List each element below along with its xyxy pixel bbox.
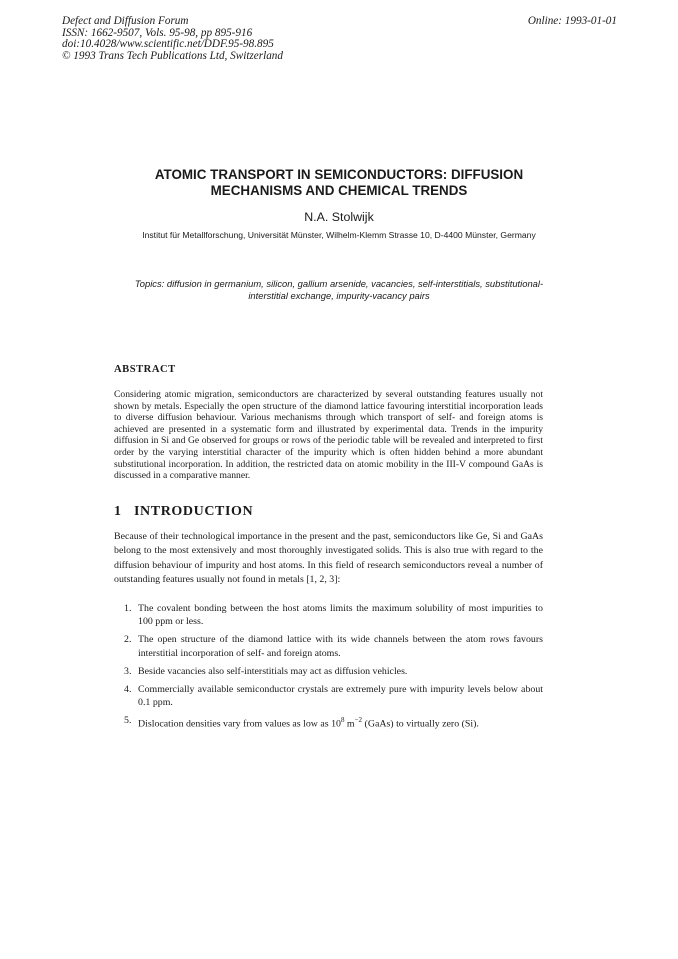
list-item (114, 683, 543, 710)
online-date: Online: 1993-01-01 (527, 15, 617, 27)
list-item-number: 4. (124, 683, 132, 695)
journal-header (62, 16, 283, 62)
abstract-heading: ABSTRACT (114, 364, 176, 375)
unit-exponent: −2 (354, 716, 363, 725)
list-item-text-end: (GaAs) to virtually zero (Si). (362, 718, 479, 730)
author-affiliation: Institut für Metallforschung, Universität Münster, Wilhelm-Klemm Strasse 10, D-4400 Münster, Germany (142, 230, 536, 240)
list-item-text-start: Dislocation densities vary from values as low as 10 (138, 718, 341, 730)
list-item-text: Beside vacancies also self-interstitials may act as diffusion vehicles. (138, 665, 408, 677)
section-number: 1 (114, 504, 122, 519)
list-item-text: Commercially available semiconductor crystals are extremely pure with impurity levels below about 0.1 ppm. (138, 683, 543, 709)
paper-title (100, 167, 578, 199)
section-heading (114, 504, 253, 520)
list-item-text: The covalent bonding between the host atoms limits the maximum solubility of most impurities to 100 ppm or less. (138, 603, 543, 628)
title-line-2: MECHANISMS AND CHEMICAL TRENDS (210, 183, 468, 198)
journal-name: Defect and Diffusion Forum (62, 15, 189, 27)
list-item-number: 1. (124, 603, 132, 614)
topics (108, 278, 570, 301)
introduction-paragraph: Because of their technological importance in the present and the past, semiconductors like Ge, Si and GaAs belong to the most extensively and most thoroughly investigated solids. This is also true with regard to the diffusion behaviour of impurity and host atoms. In this field of research semiconductors reveal a number of outstanding features usually not found in metals [1, 2, 3]: (114, 531, 543, 586)
issn-line: ISSN: 1662-9507, Vols. 95-98, pp 895-916 (62, 26, 253, 39)
exponent: 8 (340, 716, 345, 725)
list-item-text: The open structure of the diamond lattice with its wide channels between the atom rows favours interstitial incorporation of self- and foreign atoms. (138, 634, 543, 659)
unit-text: m (344, 718, 355, 730)
copyright-line: © 1993 Trans Tech Publications Ltd, Switzerland (62, 49, 283, 62)
topics-line-2: interstitial exchange, impurity-vacancy pairs (248, 289, 430, 301)
list-item (114, 665, 543, 678)
feature-list (114, 602, 543, 736)
list-item (114, 714, 543, 731)
list-item (114, 633, 543, 660)
title-line-1: ATOMIC TRANSPORT IN SEMICONDUCTORS: DIFFUSION (154, 167, 524, 182)
section-title: INTRODUCTION (134, 504, 254, 519)
doi-line: doi:10.4028/www.scientific.net/DDF.95-98.895 (62, 38, 274, 51)
list-item (114, 602, 543, 629)
list-item-number: 5. (124, 715, 132, 727)
author-name: N.A. Stolwijk (304, 210, 374, 224)
list-item-number: 2. (124, 634, 132, 646)
topics-line-1: Topics: diffusion in germanium, silicon, gallium arsenide, vacancies, self-interstitials, substitutional- (134, 278, 544, 289)
list-item-number: 3. (124, 665, 132, 677)
abstract-text: Considering atomic migration, semiconductors are characterized by several outstanding features usually not shown by metals. Especially the open structure of the diamond lattice favouring interstitial incorporation leads to diverse diffusion behaviour. Various mechanisms through which transport of self- and foreign atoms is achieved are presented in a systematic form and illustrated by experimental data. Trends in the impurity diffusion in Si and Ge observed for groups or rows of the periodic table will be revealed and interpreted to first order by the varying interstitial character of the impurity which is often hidden behind a more abundant substitutional incorporation. In addition, the restricted data on atomic mobility in the III-V compound GaAs is discussed in a comparative manner. (114, 389, 543, 482)
